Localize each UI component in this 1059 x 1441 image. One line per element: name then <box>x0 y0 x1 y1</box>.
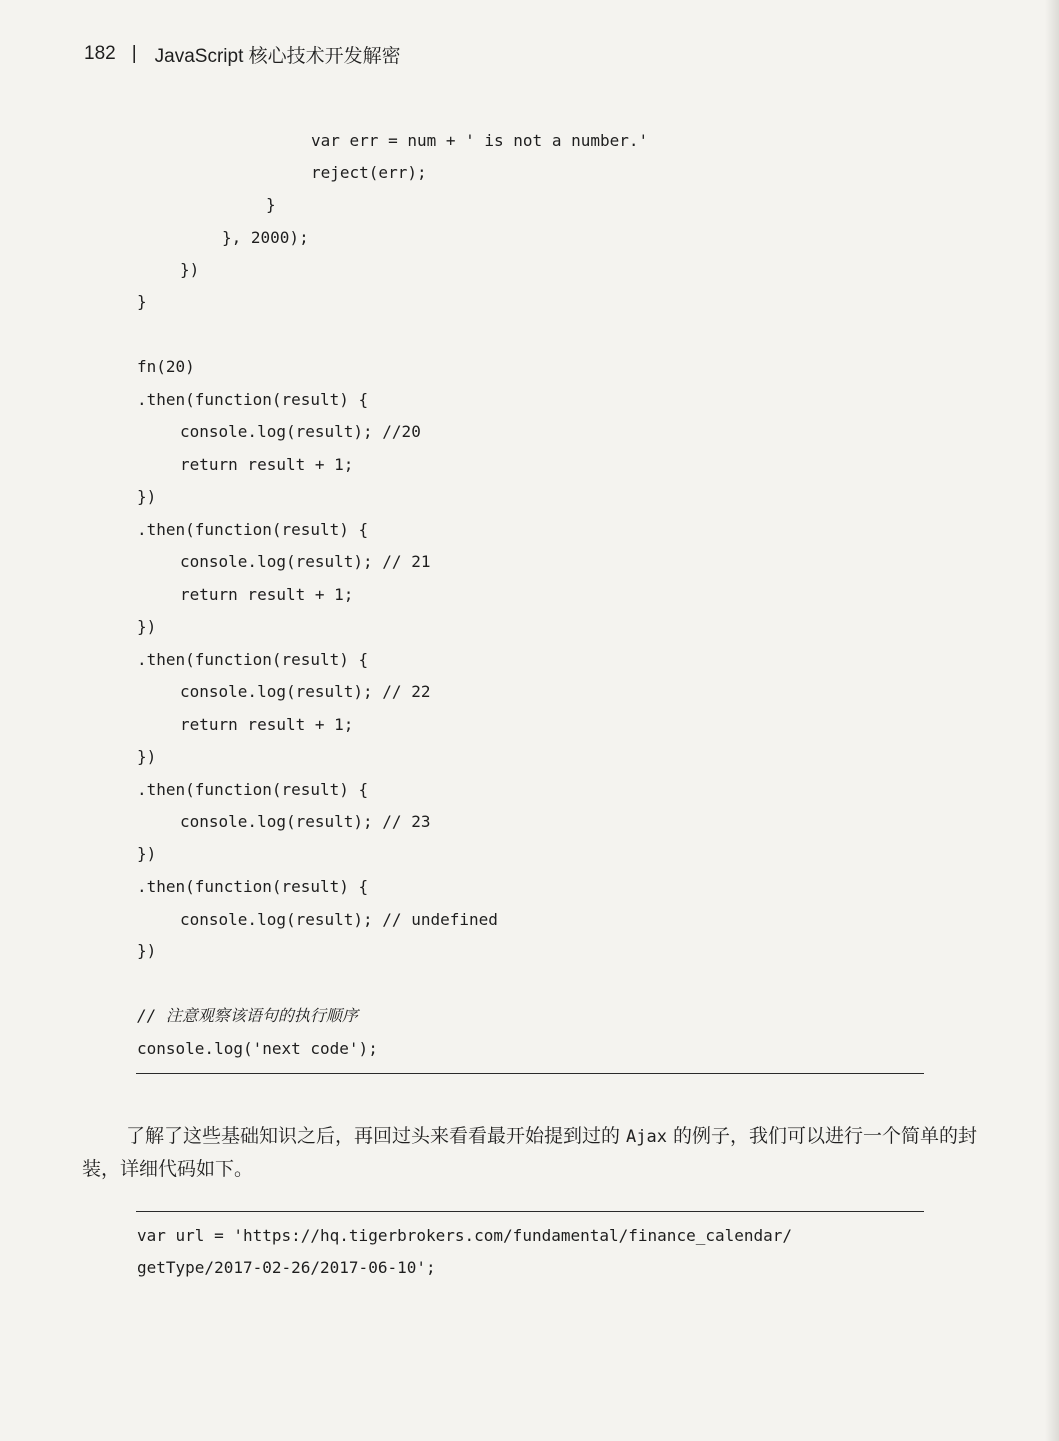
page-number: 182 <box>84 43 116 64</box>
code-line: }) <box>137 617 157 636</box>
code-line: }) <box>180 260 200 279</box>
code-line: getType/2017-02-26/2017-06-10'; <box>137 1258 436 1277</box>
code-line: reject(err); <box>311 163 427 182</box>
code-line: var err = num + ' is not a number.' <box>311 131 649 150</box>
code-line: .then(function(result) { <box>137 390 369 409</box>
code-line: console.log(result); // undefined <box>180 910 498 929</box>
body-paragraph <box>82 1120 992 1185</box>
code-line: .then(function(result) { <box>137 877 369 896</box>
code-line: console.log(result); // 22 <box>180 682 431 701</box>
code-line: console.log('next code'); <box>137 1039 378 1058</box>
code-comment: // 注意观察该语句的执行顺序 <box>137 1006 358 1025</box>
inline-code: Ajax <box>626 1127 667 1147</box>
code-line: console.log(result); //20 <box>180 422 421 441</box>
code-line: }, 2000); <box>222 228 309 247</box>
code-line: var url = 'https://hq.tigerbrokers.com/fundamental/finance_calendar/ <box>137 1226 793 1245</box>
code-block-top-rule <box>136 1211 924 1212</box>
paragraph-text-before: 了解了这些基础知识之后，再回过头来看看最开始提到过的 <box>126 1125 627 1147</box>
code-line: }) <box>137 844 157 863</box>
code-line: console.log(result); // 23 <box>180 812 431 831</box>
header-separator: | <box>131 43 137 64</box>
code-block-bottom-rule <box>136 1073 924 1074</box>
code-line: }) <box>137 941 157 960</box>
page-edge-shadow <box>1045 0 1059 1441</box>
code-line: return result + 1; <box>180 585 354 604</box>
code-line: } <box>137 292 147 311</box>
code-line: .then(function(result) { <box>137 650 369 669</box>
code-line: return result + 1; <box>180 715 354 734</box>
code-line: return result + 1; <box>180 455 354 474</box>
paragraph-text-after: 的例子，我们可以进行一个简单的封装，详细代码如下。 <box>82 1125 978 1180</box>
code-line: fn(20) <box>137 357 195 376</box>
code-line: }) <box>137 487 157 506</box>
book-title: JavaScript 核心技术开发解密 <box>154 45 401 67</box>
running-header <box>84 40 401 68</box>
code-line: }) <box>137 747 157 766</box>
code-line: } <box>266 195 276 214</box>
code-line: .then(function(result) { <box>137 520 369 539</box>
code-line: console.log(result); // 21 <box>180 552 431 571</box>
code-line: .then(function(result) { <box>137 780 369 799</box>
